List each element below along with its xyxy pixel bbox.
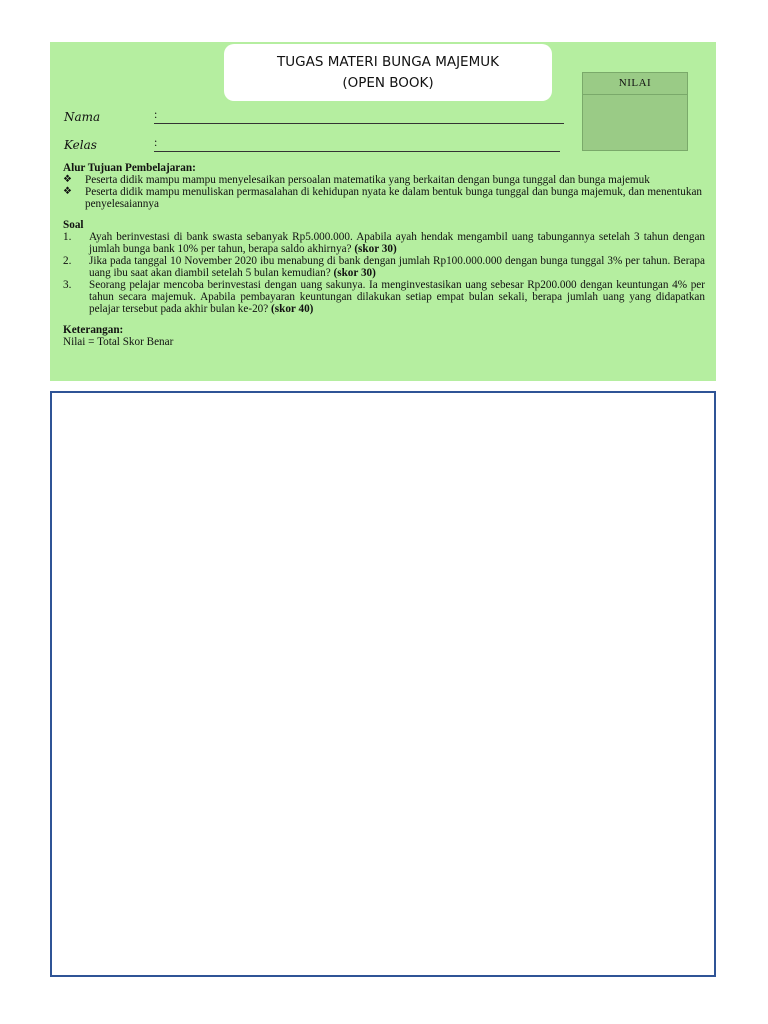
nama-separator: :	[154, 107, 158, 121]
questions-heading: Soal	[63, 219, 84, 231]
kelas-label: Kelas	[64, 138, 97, 152]
objective-text: Peserta didik mampu menuliskan permasalahan di kehidupan nyata ke dalam bentuk bunga tunggal dan bunga majemuk, dan menentukan penyelesaiannya	[85, 186, 703, 210]
title-box	[224, 44, 552, 101]
answer-area[interactable]	[50, 391, 716, 977]
header-panel	[50, 42, 716, 381]
question-number: 3.	[63, 279, 72, 291]
question-score: (skor 30)	[354, 243, 397, 255]
kelas-separator: :	[154, 135, 158, 149]
title-line-2: (OPEN BOOK)	[342, 74, 434, 91]
question-item	[63, 231, 705, 255]
objective-text: Peserta didik mampu mampu menyelesaikan persoalan matematika yang berkaitan dengan bunga tunggal dan bunga majemuk	[85, 174, 650, 186]
question-number: 1.	[63, 231, 72, 243]
objective-item	[63, 174, 705, 186]
question-number: 2.	[63, 255, 72, 267]
question-score: (skor 40)	[271, 303, 314, 315]
nama-field[interactable]	[154, 107, 564, 124]
bullet-icon: ❖	[63, 186, 72, 197]
notes-heading: Keterangan:	[63, 324, 124, 336]
score-box	[582, 72, 688, 151]
question-score: (skor 30)	[333, 267, 376, 279]
title-line-1: TUGAS MATERI BUNGA MAJEMUK	[277, 53, 499, 70]
question-item	[63, 255, 705, 279]
question-text: Jika pada tanggal 10 November 2020 ibu menabung di bank dengan jumlah Rp100.000.000 dengan bunga tunggal 3% per tahun. Berapa uang ibu saat akan diambil setelah 5 bulan kemudian?	[89, 255, 705, 279]
objective-item	[63, 186, 705, 210]
score-box-label: NILAI	[583, 73, 687, 95]
question-text: Seorang pelajar mencoba berinvestasi dengan uang sakunya. Ia menginvestasikan uang sebesar Rp200.000 dengan keuntungan 4% per tahun secara majemuk. Apabila pembayaran keuntungan dilakukan setiap empat bulan sekali, berapa jumlah uang yang didapatkan pelajar tersebut pada akhir bulan ke-20?	[89, 279, 705, 315]
nama-label: Nama	[64, 110, 101, 124]
worksheet-content	[63, 162, 705, 348]
question-text: Ayah berinvestasi di bank swasta sebanyak Rp5.000.000. Apabila ayah hendak mengambil uang tabungannya setelah 3 tahun dengan jumlah bunga bank 10% per tahun, berapa saldo akhirnya?	[89, 231, 705, 255]
question-item	[63, 279, 705, 315]
notes-text: Nilai = Total Skor Benar	[63, 336, 174, 348]
kelas-field[interactable]	[154, 135, 560, 152]
bullet-icon: ❖	[63, 174, 72, 185]
objectives-heading: Alur Tujuan Pembelajaran:	[63, 162, 196, 174]
